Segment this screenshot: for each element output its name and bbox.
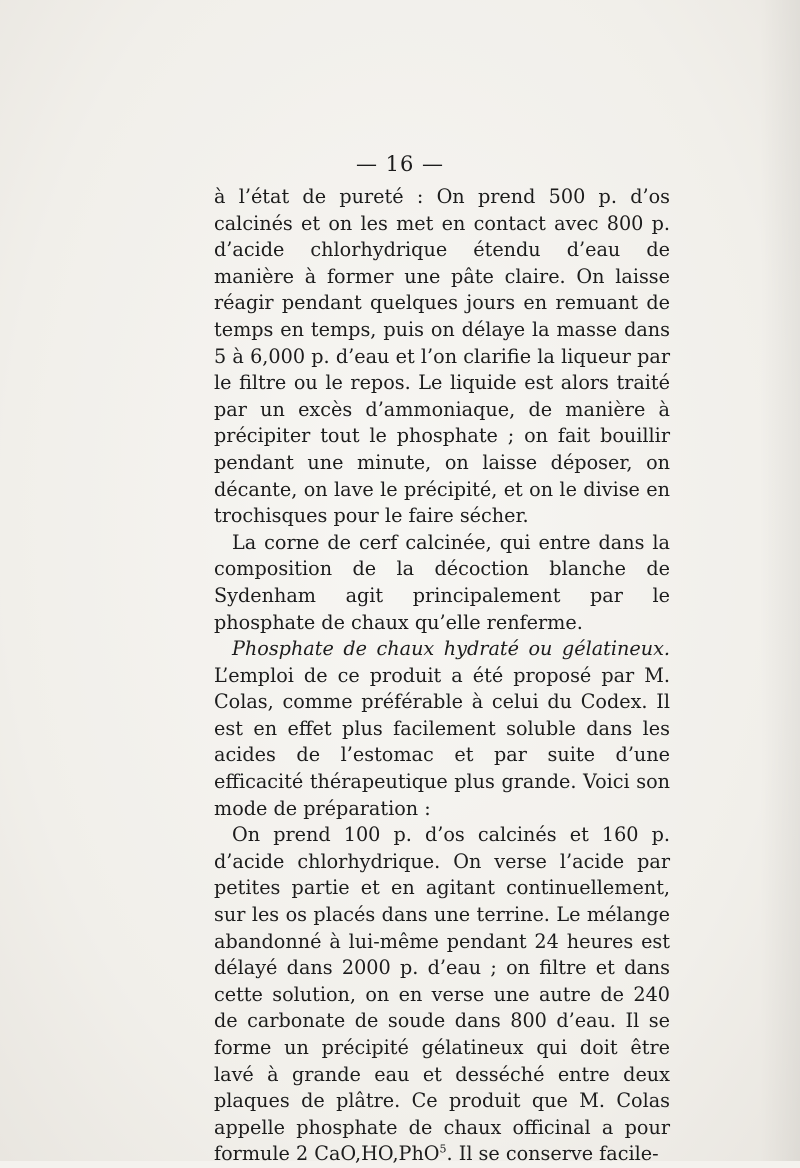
paragraph-mode-preparation-tail: . Il se conserve facile- xyxy=(446,1142,659,1166)
section-heading-italic: Phosphate de chaux hydraté ou gélatineux. xyxy=(232,637,670,661)
paragraph-corne-de-cerf: La corne de cerf calcinée, qui entre dans la composition de la décoction blanche de Sydenham agit principalement par le phosphate de chaux qu’elle renferme. xyxy=(214,530,670,634)
paragraph-preparation-continued: à l’état de pureté : On prend 500 p. d’os calcinés et on les met en contact avec 800 p. d’acide chlorhydrique étendu d’eau de manière à former une pâte claire. On laisse réagir pendant quelques jours en remuant de temps en temps, puis on délaye la masse dans 5 à 6,000 p. d’eau et l’on clarifie la liqueur par le filtre ou le repos. Le liquide est alors traité par un excès d’ammoniaque, de manière à précipiter tout le phosphate ; on fait bouillir pendant une minute, on laisse déposer, on décante, on lave le précipité, et on le divise en trochisques pour le faire sécher. xyxy=(214,185,670,528)
paragraph-phosphate-hydrate xyxy=(214,636,670,822)
paragraph-phosphate-hydrate-text: L’emploi de ce produit a été proposé par M. Colas, comme préférable à celui du Codex. Il est en effet plus facilement soluble dans les acides de l’estomac et par suite d’une efficacité thérapeutique plus grande. Voici son mode de préparation : xyxy=(214,663,670,820)
page-number: — 16 — xyxy=(355,152,445,176)
paragraph-mode-preparation xyxy=(214,822,670,1168)
body-text xyxy=(214,184,670,1168)
formula-superscript: 5 xyxy=(439,1142,447,1156)
paragraph-mode-preparation-text: On prend 100 p. d’os calcinés et 160 p. d’acide chlorhydrique. On verse l’acide par petites partie et en agitant continuellement, sur les os placés dans une terrine. Le mélange abandonné à lui-même pendant 24 heures est délayé dans 2000 p. d’eau ; on filtre et dans cette solution, on en verse une autre de 240 de carbonate de soude dans 800 d’eau. Il se forme un précipité gélatineux qui doit être lavé à grande eau et desséché entre deux plaques de plâtre. Ce produit que M. Colas appelle phosphate de chaux officinal a pour formule 2 CaO,HO,PhO xyxy=(214,823,670,1166)
